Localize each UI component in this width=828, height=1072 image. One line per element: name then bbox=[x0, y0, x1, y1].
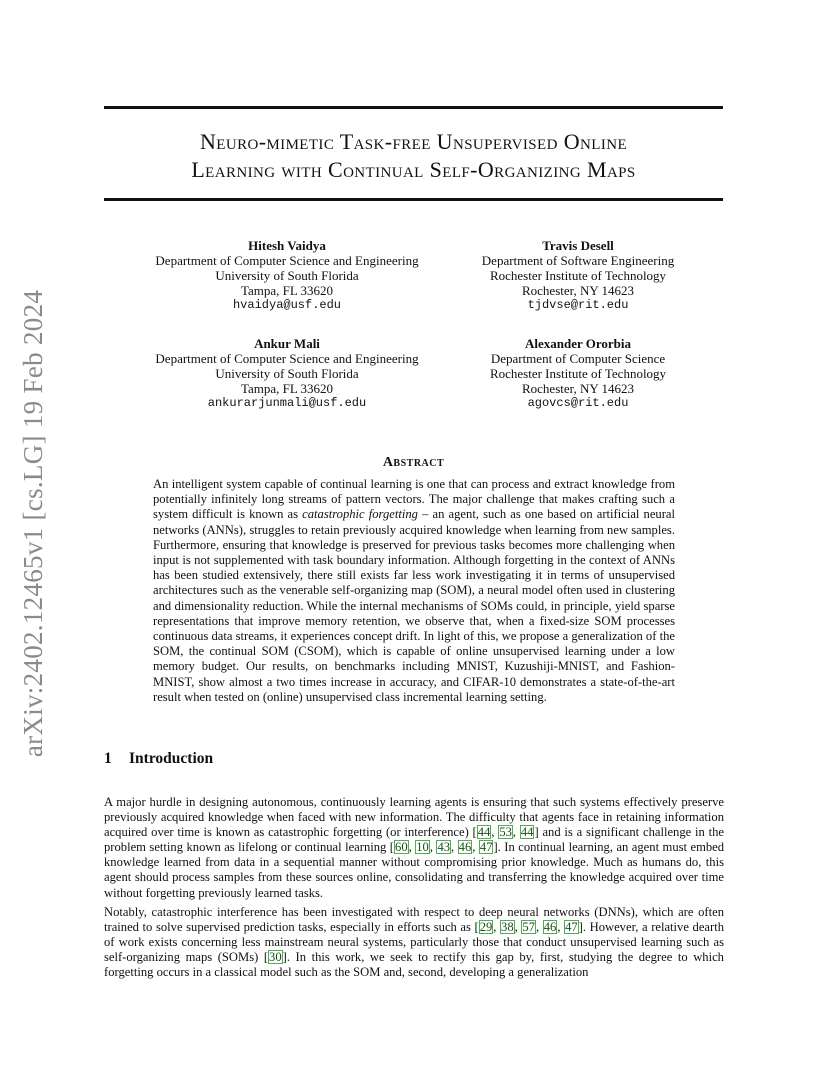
author-email[interactable]: hvaidya@usf.edu bbox=[232, 298, 342, 312]
intro-paragraph bbox=[104, 905, 724, 980]
author-name: Hitesh Vaidya bbox=[248, 238, 326, 253]
citation-link[interactable]: 44 bbox=[520, 825, 534, 840]
paragraph-text: ]. In continual learning, an agent must embed knowledge learned from data in a sequential manner without compromising prior knowledge. Much as humans do, this agent should process samples from these sources online, consolidating and transferring the knowledge acquired over time without forgetting previously learned tasks. bbox=[104, 840, 725, 900]
author-department: Department of Computer Science and Engineering bbox=[155, 253, 419, 268]
citation-separator: , bbox=[512, 825, 520, 840]
author-block bbox=[428, 336, 728, 411]
citation-separator: , bbox=[472, 840, 479, 855]
citation-link[interactable]: 46 bbox=[458, 840, 472, 855]
author-address: Rochester, NY 14623 bbox=[521, 283, 634, 298]
paper-title-line-1: Neuro-mimetic Task-free Unsupervised Online bbox=[199, 129, 628, 154]
abstract-text: – an agent, such as one based on artificial neural networks (ANNs), struggles to retain previously acquired knowledge when learning from new samples. Furthermore, ensuring that knowledge is preserved for previous tasks becomes more challenging when input is not supplemented with task boundary information. Although forgetting in the context of ANNs has been studied extensively, there still exists far less work investigating it in terms of unsupervised architectures such as the venerable self-organizing map (SOM), a neural model often used in clustering and dimensionality reduction. While the internal mechanisms of SOMs could, in principle, yield sparse representations that improve memory retention, we observe that, when a fixed-size SOM processes continuous data streams, it experiences concept drift. In light of this, we propose a generalization of the SOM, the continual SOM (CSOM), which is capable of online unsupervised learning under a low memory budget. Our results, on benchmarks including MNIST, Kuzushiji-MNIST, and Fashion-MNIST, show almost a two times increase in accuracy, and CIFAR-10 demonstrates a state-of-the-art result when tested on (online) unsupervised class incremental learning setting. bbox=[153, 507, 676, 704]
section-title: Introduction bbox=[129, 750, 214, 767]
author-department: Department of Computer Science bbox=[490, 351, 666, 366]
citation-link[interactable]: 43 bbox=[437, 840, 451, 855]
citation-link[interactable]: 60 bbox=[395, 840, 408, 855]
arxiv-identifier-stamp bbox=[10, 288, 58, 758]
author-block bbox=[137, 336, 437, 411]
citation-link[interactable]: 46 bbox=[543, 920, 557, 935]
citation-separator: , bbox=[514, 920, 522, 935]
citation-separator: , bbox=[557, 920, 565, 935]
paragraph-text: Notably, catastrophic interference has been investigated with respect to deep neural networks (DNNs), which are often trained to solve supervised prediction tasks, especially in efforts such as [ bbox=[104, 905, 724, 935]
paper-title bbox=[104, 128, 723, 184]
citation-separator: , bbox=[451, 840, 458, 855]
author-block bbox=[137, 238, 437, 313]
paragraph-text: ]. In this work, we seek to rectify this gap by, first, studying the degree to which forgetting occurs in a classical model such as the SOM and, second, developing a generalization bbox=[104, 950, 724, 980]
author-address: Tampa, FL 33620 bbox=[240, 381, 334, 396]
author-name: Ankur Mali bbox=[254, 336, 320, 351]
citation-separator: , bbox=[491, 825, 499, 840]
author-institution: Rochester Institute of Technology bbox=[489, 366, 667, 381]
author-name: Travis Desell bbox=[542, 238, 614, 253]
author-block bbox=[428, 238, 728, 313]
citation-separator: , bbox=[429, 840, 437, 855]
section-heading bbox=[104, 750, 213, 768]
author-address: Rochester, NY 14623 bbox=[521, 381, 634, 396]
author-email[interactable]: agovcs@rit.edu bbox=[527, 396, 629, 410]
abstract-heading: Abstract bbox=[382, 455, 445, 470]
citation-link[interactable]: 53 bbox=[499, 825, 512, 840]
citation-separator: , bbox=[535, 920, 543, 935]
citation-link[interactable]: 44 bbox=[477, 825, 491, 840]
citation-separator: , bbox=[493, 920, 501, 935]
paper-title-line-2: Learning with Continual Self-Organizing Maps bbox=[191, 157, 636, 182]
citation-link[interactable]: 10 bbox=[416, 840, 429, 855]
author-institution: Rochester Institute of Technology bbox=[489, 268, 667, 283]
section-number: 1 bbox=[104, 750, 112, 767]
citation-link[interactable]: 30 bbox=[269, 950, 282, 965]
citation-link[interactable]: 57 bbox=[522, 920, 535, 935]
author-email[interactable]: ankurarjunmali@usf.edu bbox=[207, 396, 367, 410]
citation-separator: , bbox=[408, 840, 416, 855]
intro-paragraph bbox=[104, 795, 724, 901]
abstract-text: An intelligent system capable of continual learning is one that can process and extract knowledge from potentially infinitely long streams of pattern vectors. The major challenge that makes crafting such a system difficult is known as bbox=[153, 477, 675, 522]
author-name: Alexander Ororbia bbox=[524, 336, 632, 351]
abstract-body bbox=[153, 477, 675, 705]
citation-link[interactable]: 47 bbox=[565, 920, 578, 935]
author-email[interactable]: tjdvse@rit.edu bbox=[527, 298, 629, 312]
paragraph-text: ]. However, a relative dearth of work exists concerning less mainstream neural systems, particularly those that conduct unsupervised learning such as self-organizing maps (SOMs) [ bbox=[104, 920, 725, 965]
author-department: Department of Computer Science and Engineering bbox=[155, 351, 419, 366]
author-institution: University of South Florida bbox=[215, 268, 359, 283]
paragraph-text: ] and is a significant challenge in the problem setting known as lifelong or continual learning [ bbox=[104, 825, 725, 855]
arxiv-identifier-text: arXiv:2402.12465v1 [cs.LG] 19 Feb 2024 bbox=[18, 289, 49, 757]
title-top-rule bbox=[104, 106, 723, 109]
citation-link[interactable]: 47 bbox=[479, 840, 493, 855]
author-institution: University of South Florida bbox=[215, 366, 359, 381]
paragraph-text: A major hurdle in designing autonomous, continuously learning agents is ensuring that such systems effectively preserve previously acquired knowledge when faced with new information. The difficulty that agents face in retaining information acquired over time is known as catastrophic forgetting (or interference) [ bbox=[104, 795, 724, 840]
author-address: Tampa, FL 33620 bbox=[240, 283, 334, 298]
title-bottom-rule bbox=[104, 198, 723, 201]
citation-link[interactable]: 38 bbox=[501, 920, 514, 935]
citation-link[interactable]: 29 bbox=[479, 920, 493, 935]
abstract-emphasis: catastrophic forgetting bbox=[302, 507, 418, 522]
author-department: Department of Software Engineering bbox=[481, 253, 675, 268]
